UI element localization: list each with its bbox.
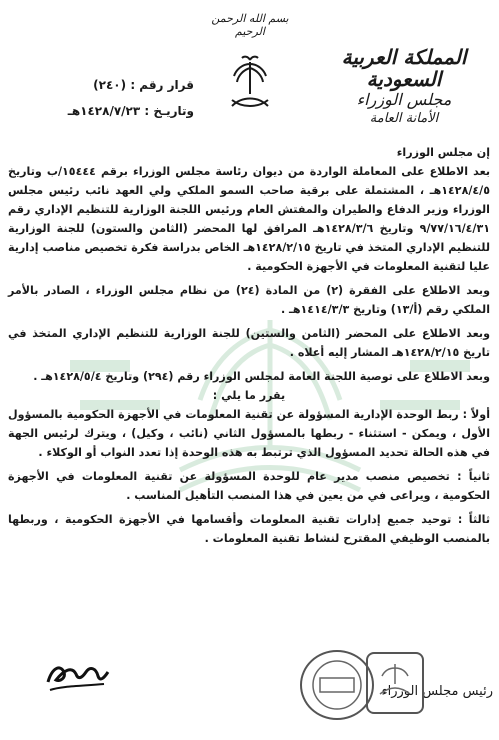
decision-item-3 bbox=[8, 510, 490, 548]
decision-date-label: وتاريـخ : bbox=[144, 104, 194, 118]
kingdom-name: المملكة العربية السعودية bbox=[341, 45, 467, 91]
basmala: بسم الله الرحمن الرحيم bbox=[211, 12, 289, 38]
official-seal-2 bbox=[366, 652, 424, 714]
item-text: ربط الوحدة الإدارية المسؤولة عن تقنية المعلومات في الأجهزة الحكومية بالمسؤول الأول ، ويمكن - استثناء - ربطها بالمسؤول الثاني (نائب ، وكيل) ، ويترك لرئيس الجهة في هذه الحالة تحديد المسؤول الذي ترتبط به هذه الوحدة إذا تعدد النواب أو الوكلاء . bbox=[8, 408, 490, 459]
secretariat-name: الأمانة العامة bbox=[369, 111, 439, 126]
decision-date-line bbox=[24, 98, 194, 124]
handwritten-signature bbox=[42, 648, 112, 698]
official-seal-1 bbox=[300, 650, 374, 720]
addressee: إن مجلس الوزراء bbox=[396, 146, 490, 159]
decision-number: (٢٤٠) bbox=[93, 78, 127, 92]
council-name: مجلس الوزراء bbox=[356, 90, 452, 109]
item-text: تخصيص منصب مدير عام للوحدة المسؤولة عن تقنية المعلومات في الأجهزة الحكومية ، ويراعى في من يعين في هذا المنصب التأهيل المناسب . bbox=[8, 470, 490, 502]
decision-info bbox=[24, 72, 194, 124]
item-label: ثانياً : bbox=[457, 470, 490, 483]
decision-number-line bbox=[24, 72, 194, 98]
seal-emblem-icon bbox=[302, 652, 372, 718]
letterhead-right bbox=[319, 46, 489, 128]
decision-number-label: قرار رقم : bbox=[130, 78, 194, 92]
preamble-paragraph-3: وبعد الاطلاع على المحضر (الثامن والستين) للجنة الوزارية للتنظيم الإداري المتخذ في تاريخ ١٤٢٨/٢/١٥هـ المشار إليه أعلاه . bbox=[8, 327, 490, 359]
decision-date: ١٤٢٨/٧/٢٣هـ bbox=[67, 104, 141, 118]
item-text: توحيد جميع إدارات تقنية المعلومات وأقسامها في الأجهزة الحكومية ، وربطها بالمنصب الوظيفي المقترح لنشاط تقنية المعلومات . bbox=[8, 513, 490, 545]
seal-emblem-icon bbox=[368, 654, 422, 712]
decides-heading: يقرر ما يلي : bbox=[212, 389, 286, 402]
item-label: ثالثاً : bbox=[457, 513, 490, 526]
palm-swords-emblem-icon bbox=[228, 52, 272, 112]
preamble-paragraph-4: وبعد الاطلاع على توصية اللجنة العامة لمجلس الوزراء رقم (٢٩٤) وتاريخ ١٤٢٨/٥/٤هـ . bbox=[33, 370, 490, 383]
item-label: أولاً : bbox=[462, 408, 490, 421]
preamble-paragraph-1: بعد الاطلاع على المعاملة الواردة من ديوان رئاسة مجلس الوزراء برقم ١٥٤٤٤/ب وتاريخ ١٤٢٨/٤/٥هـ ، المشتملة على برقية صاحب السمو الملكي ولي العهد نائب رئيس مجلس الوزراء وزير الدفاع والطيران والمفتش العام ورئيس اللجنة الوزارية للتنظيم الإداري رقم ٩/٧٧/١٦/٤/٣١ وتاريخ ١٤٢٨/٣/٦هـ المرافق لها المحضر (الثامن والستون) للجنة الوزارية للتنظيم الإداري المتخذ في تاريخ ١٤٢٨/٢/١٥هـ الخاص بدراسة فكرة تخصيص مناصب إدارية عليا لتقنية المعلومات في الأجهزة الحكومية . bbox=[8, 165, 490, 273]
decision-item-1 bbox=[8, 405, 490, 462]
signatory-title: رئيس مجلس الوزراء bbox=[381, 684, 493, 699]
preamble-paragraph-2: وبعد الاطلاع على الفقرة (٢) من المادة (٢٤) من نظام مجلس الوزراء ، الصادر بالأمر الملكي رقم (أ/١٣) وتاريخ ١٤١٤/٣/٣هـ . bbox=[8, 284, 490, 316]
decision-item-2 bbox=[8, 467, 490, 505]
decision-body bbox=[8, 143, 490, 548]
